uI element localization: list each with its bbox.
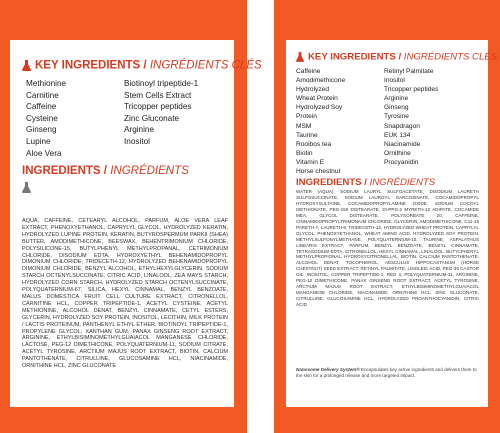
left-ingredients-text: AQUA, CAFFEINE, CETEARYL ALCOHOL, PARFUM, ALOE VERA LEAF EXTRACT, PHENOXYETHANOL, CAPRYLYL GLYCOL, HYDROLYZED KERATIN, HYDROLYZED LUPINE PROTEIN, KERATIN, BUTYROSPERMUM PARKII (SHEA) BUTTER, AMODIMETHICONE, BEESWAX, BEHENTRIMONIUM CHLORIDE, POLYSILICONE-15, BUTYLPHENYL METHYLPROPANAL, CETRIMONIUM CHLORIDE, DISODIUM EDTA, HYDROXYETHYL BEHENAMIDOPROPYL DIMONIUM CHLORIDE, TRIDECETH-12, HYDROLYZED BEHENAMIDOPROPYL DIMONIUM CHLORIDE, BENZYL ALCOHOL, ETHYLHEXYLGLYCERIN, SODIUM STARCH OCTENYLSUCCINATE, CITRIC ACID, LINALOOL, ZEA MAYS STARCH, HYDROLYZED CORN STARCH, HYDROLYZED STARCH OCTENYLSUCCINATE, POLYQUATERNIUM-67, SILICA, HEXYL CINNAMAL, BENZYL BENZOATE, MALUS DOMESTICA FRUIT CELL CULTURE EXTRACT, CITRONELLOL, CARNITINE HCL, COPPER TRIPEPTIDE-1, ACETYL CYSTEINE, ACETYL METHIONINE, ALCOHOL DENAT, BENZYL CINNAMATE, CETYL ESTERS, GLYCERIN, HYDROLYZED SOY PROTEIN, INOSITOL, LECITHIN, MILK PROTEIN / LACTIS PROTEINUM, PANTHENYL ETHYL ETHER, BIOTINOYL TRIPEPTIDE-1, PROPYLENE GLYCOL, XANTHAN GUM, PANAX GINSENG ROOT EXTRACT, ARGININE, ETHYLBISIMINOMETHYLGUAIACOL MANGANESE CHLORIDE, LACTOSE, PEG-12 DIMETHICONE, POLYQUATERNIUM-11, SODIUM CITRATE, ACETYL TYROSINE, ARCTIUM MAJUS ROOT EXTRACT, BIOTIN, CALCIUM PANTOTHENATE, CITRULLINE, GLUCOSAMINE HCL, NIACINAMIDE, ORNITHINE HCL, ZINC GLUCONATE bbox=[22, 218, 228, 370]
list-item: Hydrolyzed bbox=[296, 86, 329, 94]
right-ingredients-heading bbox=[296, 178, 435, 188]
list-item: Zinc Gluconate bbox=[124, 113, 180, 123]
heading-fr: INGRÉDIENTS CLÉS bbox=[403, 51, 498, 63]
list-item: Amodimethicone bbox=[296, 77, 346, 85]
list-item: Caffeine bbox=[26, 102, 57, 112]
list-item: Taurine bbox=[296, 131, 318, 139]
heading-en: KEY INGREDIENTS bbox=[308, 51, 396, 63]
nanosome-footnote bbox=[296, 367, 479, 379]
left-key-ingredients-heading bbox=[22, 60, 262, 72]
list-item: Biotinoyl tripeptide-1 bbox=[124, 79, 199, 88]
list-item: MSM bbox=[296, 122, 312, 130]
list-item: Wheat Protein bbox=[296, 95, 338, 103]
right-key-ingredients-heading bbox=[296, 52, 497, 62]
list-item: Ginseng bbox=[26, 125, 57, 135]
list-item: Stem Cells Extract bbox=[124, 90, 192, 100]
list-item: Retinyl Palmitate bbox=[384, 68, 434, 75]
flask-icon bbox=[22, 60, 31, 71]
heading-en: KEY INGREDIENTS bbox=[35, 59, 141, 72]
right-ingredient-card bbox=[286, 40, 498, 407]
list-item: Cysteine bbox=[26, 113, 58, 123]
list-item: Rooibos tea bbox=[296, 140, 332, 148]
right-ingredients-text: WATER (AQUA), SODIUM LAURYL SULFOACETATE, DISODIUM LAURETH SULFOSUCCINATE, SODIUM LAUROYL SARCOSINATE, COCAMIDOPROPYL HYDROXYSULTAINE, COCAMIDOPROPYLAMINE OXIDE, SODIUM COCOYL ISETHIONATE, PEG-150 DISTEARATE, DI-PPG-2 MYRETH-10 ADIPATE, COCAMIDE MEA, GLYCOL DISTEARATE, POLYSORBATE 20, CAFFEINE, CINNAMIDOPROPYLTRIMONIUM CHLORIDE, GLYCERIN, AMODIMETHICONE, C11-15 PARETH-7, LAURETH-9, TRIDECETH-12, HYDROLYZED WHEAT PROTEIN, CAPRYLYL GLYCOL, PHENOXYETHANOL, WHEAT AMINO ACID, HYDROLYZED SOY PROTEIN, METHYLSULFONYLMETHANE, POLYQUATERNIUM-10, TAURINE, ASPALATHUS LINEARIS EXTRACT, PARFUM, BENZYL BENZOATE, BENZYL CINNAMATE, TETRASODIUM EDTA, CITRONELLOL, HEXYL CINNAMAL, LINALOOL, BUTYLPHENYL METHYLPROPIONAL, HYDROXYCITRONELLAL, BIOTIN, CALCIUM PANTOTHENATE, ALCOHOL DENAT, TOCOPHEROL, AESCULUS HIPPOCASTANUM (HORSE CHESTNUT) SEED EXTRACT, RETINYL PALMITATE, LINOLEIC ACID, PEG-35 CASTOR OIL, INOSITOL, COPPER TRIPEPTIDE-1, RED 4, POLYQUATERNIUM-11, ARGININE, PEG-12 DIMETHICONE, PANAX GINSENG ROOT EXTRACT, ACETYL TYROSINE, ARCTIUM MAJUS ROOT EXTRACT, ETHYLBISIMINOMETHYLGUAIACOL MANGANESE CHLORIDE, NIACINAMIDE, ORNITHINE HCL, ZINC GLUCONATE, CITRULLINE, GLUCOSAMINE HCL, HYDROLYZED PROANTHOCYANIDIN, CITRIC ACID bbox=[296, 189, 479, 308]
left-ingredients-heading bbox=[22, 166, 189, 178]
list-item: Protein bbox=[296, 113, 317, 121]
list-item: Carnitine bbox=[26, 90, 59, 100]
heading-separator: / bbox=[361, 177, 370, 188]
list-item: Ornithine bbox=[384, 149, 411, 157]
list-item: Hydrolyzed Soy bbox=[296, 104, 343, 112]
list-item: Aloe Vera bbox=[26, 148, 62, 158]
footnote-text: Encapsulates key active ingredients and delivers them to the skin for a prolonged release and more targeted impact. bbox=[296, 367, 477, 378]
list-item: Lupine bbox=[26, 136, 51, 146]
right-key-ingredients-col1 bbox=[296, 67, 345, 176]
list-item: Inositol bbox=[124, 136, 150, 146]
list-item: Biotin bbox=[296, 149, 313, 157]
left-key-ingredients-col2 bbox=[124, 78, 198, 148]
list-item: Tricopper peptides bbox=[384, 86, 439, 94]
list-item: Ginseng bbox=[384, 104, 409, 112]
footnote-brand: Nanosome Delivery System® bbox=[296, 367, 360, 372]
list-item: Horse chestnut bbox=[296, 168, 341, 176]
left-ingredient-card bbox=[10, 40, 262, 407]
heading-fr: INGRÉDIENTS bbox=[110, 165, 189, 177]
list-item: Snapdragon bbox=[384, 122, 420, 130]
flask-icon bbox=[296, 52, 304, 62]
list-item: Procyanidin bbox=[384, 158, 419, 166]
heading-fr: INGRÉDIENTS CLÉS bbox=[149, 59, 262, 72]
list-item: Arginine bbox=[384, 95, 409, 103]
heading-en: INGREDIENTS bbox=[22, 165, 101, 177]
right-package-panel bbox=[274, 0, 500, 433]
list-item: Niacinamide bbox=[384, 140, 421, 148]
right-key-ingredients-col2 bbox=[384, 67, 438, 167]
heading-separator: / bbox=[395, 51, 404, 63]
heading-en: INGREDIENTS bbox=[296, 177, 362, 188]
heading-fr: INGRÉDIENTS bbox=[369, 177, 436, 188]
list-item: Inositol bbox=[384, 77, 405, 85]
flask-icon bbox=[22, 182, 31, 193]
heading-separator: / bbox=[140, 59, 150, 72]
list-item: Tricopper peptides bbox=[124, 102, 192, 112]
list-item: Caffeine bbox=[296, 68, 321, 75]
list-item: Methionine bbox=[26, 79, 67, 88]
left-key-ingredients-col1 bbox=[26, 78, 66, 159]
heading-separator: / bbox=[100, 165, 111, 177]
list-item: Tyrosine bbox=[384, 113, 409, 121]
list-item: Vitamin E bbox=[296, 158, 325, 166]
list-item: EUK 134 bbox=[384, 131, 411, 139]
list-item: Arginine bbox=[124, 125, 155, 135]
